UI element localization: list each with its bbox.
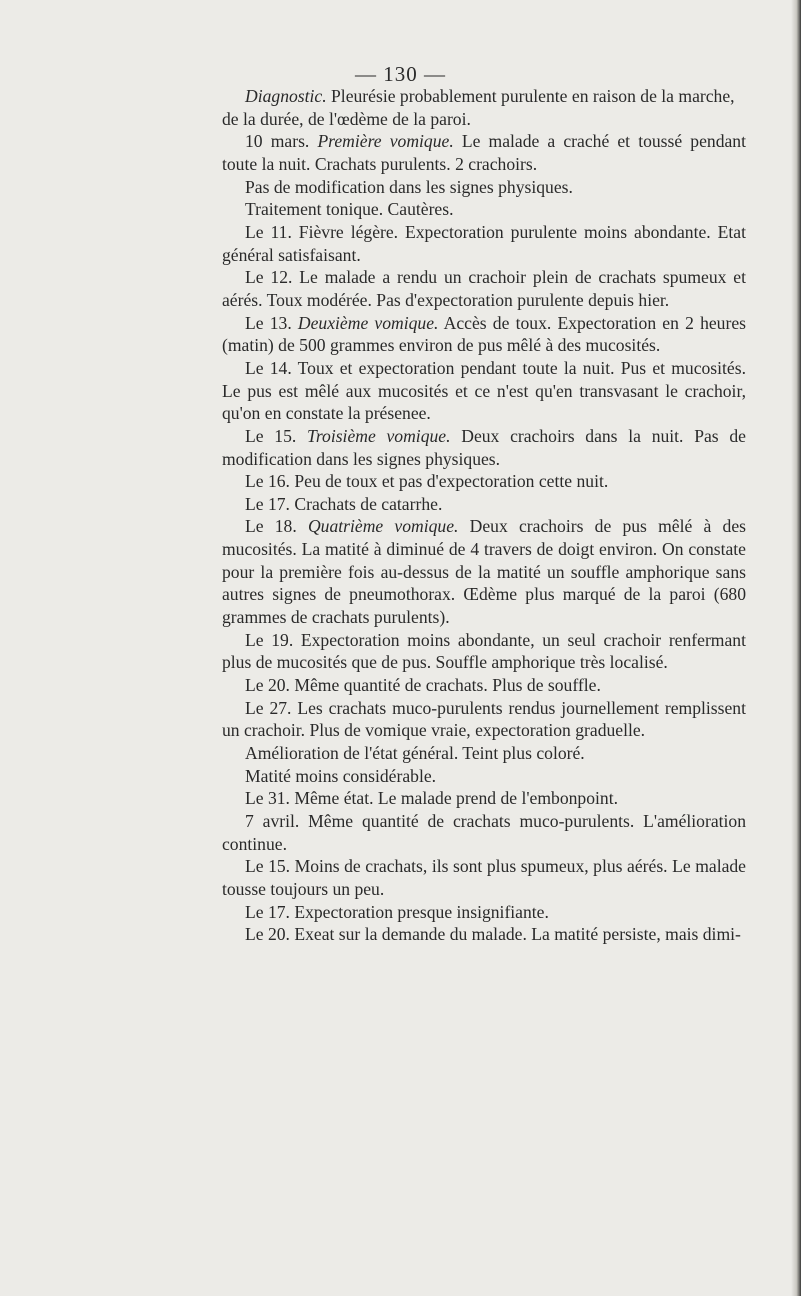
paragraph-text: Le 31. Même état. Le malade prend de l'embonpoint. — [245, 788, 618, 809]
paragraph-text: Deux crachoirs dans la nuit. Pas de modification dans les signes physiques. — [222, 425, 746, 469]
paragraph — [222, 742, 746, 765]
body-text — [222, 85, 746, 946]
paragraph-text: Le 14. Toux et expectoration pendant toute la nuit. Pus et mucosités. Le pus est mêlé aux mucosités et ce n'est qu'en transvasant le crachoir, qu'on en constate la présenee. — [222, 357, 746, 424]
paragraph-le-11 — [222, 221, 746, 266]
paragraph-text: Le 19. Expectoration moins abondante, un seul crachoir renfermant plus de mucosités que de pus. Souffle amphorique très localisé. — [222, 629, 746, 673]
paragraph-lead: Diagnostic. — [245, 86, 327, 106]
paragraph-text: Le 15. Moins de crachats, ils sont plus spumeux, plus aérés. Le malade tousse toujours un peu. — [222, 856, 746, 899]
paragraph-text: Le 27. Les crachats muco-purulents rendus journellement remplissent un crachoir. Plus de vomique vraie, expectoration graduelle. — [222, 697, 746, 741]
paragraph-emphasis: Troisième vomique. — [307, 425, 451, 446]
paragraph-text: de la durée, de l'œdème de la paroi. — [222, 108, 471, 129]
paragraph-emphasis: Première vomique. — [317, 131, 454, 152]
paragraph-le-13 — [222, 312, 746, 357]
paragraph-lead: Le 18. — [245, 516, 308, 537]
paragraph-text: Le 20. Exeat sur la demande du malade. La matité persiste, mais dimi- — [245, 924, 741, 945]
paragraph-le-18 — [222, 515, 746, 628]
paragraph-lead: Le 15. — [245, 425, 308, 446]
paragraph-diagnostic — [222, 85, 746, 108]
paragraph-le-12 — [222, 266, 746, 311]
paragraph-lead: Le 13. — [245, 312, 298, 333]
paragraph-7-avril — [222, 810, 746, 855]
page-edge — [791, 0, 801, 1296]
paragraph-text: Amélioration de l'état général. Teint plus coloré. — [245, 743, 585, 764]
paragraph-le-16 — [222, 470, 746, 493]
paragraph-lead: 10 mars. — [245, 131, 318, 152]
paragraph-text: Le 17. Expectoration presque insignifiante. — [245, 901, 549, 922]
paragraph-text: Le 12. Le malade a rendu un crachoir plein de crachats spumeux et aérés. Toux modérée. Pas d'expectoration purulente depuis hier. — [222, 267, 746, 310]
paragraph-text: Accès de toux. Expectoration en 2 heures (matin) de 500 grammes environ de pus mêlé à des mucosités. — [222, 312, 746, 356]
paragraph-text: Pleurésie probablement purulente en raison de la marche, — [326, 86, 735, 106]
paragraph-le-14 — [222, 357, 746, 425]
paragraph-le-27 — [222, 697, 746, 742]
paragraph-continuation — [222, 108, 746, 131]
paragraph-text: Le 11. Fièvre légère. Expectoration purulente moins abondante. Etat général satisfaisant. — [222, 221, 746, 265]
paragraph-le-17 — [222, 493, 746, 516]
paragraph-text: Le 16. Peu de toux et pas d'expectoration cette nuit. — [245, 471, 609, 492]
paragraph-le-19 — [222, 629, 746, 674]
paragraph-text: 7 avril. Même quantité de crachats muco-purulents. L'amélioration continue. — [222, 811, 746, 854]
paragraph-text: Le 20. Même quantité de crachats. Plus de souffle. — [245, 675, 601, 696]
paragraph-le-20 — [222, 674, 746, 697]
paragraph-text: Le malade a craché et toussé pendant toute la nuit. Crachats purulents. 2 crachoirs. — [222, 131, 746, 174]
paragraph-le-20-avril — [222, 923, 746, 946]
paragraph-text: Pas de modification dans les signes physiques. — [245, 176, 573, 197]
paragraph-text: Le 17. Crachats de catarrhe. — [245, 493, 443, 514]
paragraph-le-17-avril — [222, 901, 746, 924]
page-number: — 130 — — [355, 62, 446, 86]
paragraph — [222, 765, 746, 788]
paragraph-text: Traitement tonique. Cautères. — [245, 199, 454, 220]
paragraph-le-15-avril — [222, 855, 746, 900]
paragraph — [222, 198, 746, 221]
paragraph-text: Deux crachoirs de pus mêlé à des mucosités. La matité à diminué de 4 travers de doigt environ. On constate pour la première fois au-dessus de la matité un souffle amphorique sans autres signes de pneumothorax. Œdème plus marqué de la paroi (680 grammes de crachats purulents). — [222, 516, 746, 628]
paragraph — [222, 176, 746, 199]
paragraph-emphasis: Quatrième vomique. — [307, 516, 459, 537]
paragraph-text: Matité moins considérable. — [245, 765, 437, 786]
paragraph-le-31 — [222, 787, 746, 810]
paragraph-10-mars — [222, 130, 746, 175]
paragraph-emphasis: Deuxième vomique. — [297, 312, 439, 333]
paragraph-le-15 — [222, 425, 746, 470]
